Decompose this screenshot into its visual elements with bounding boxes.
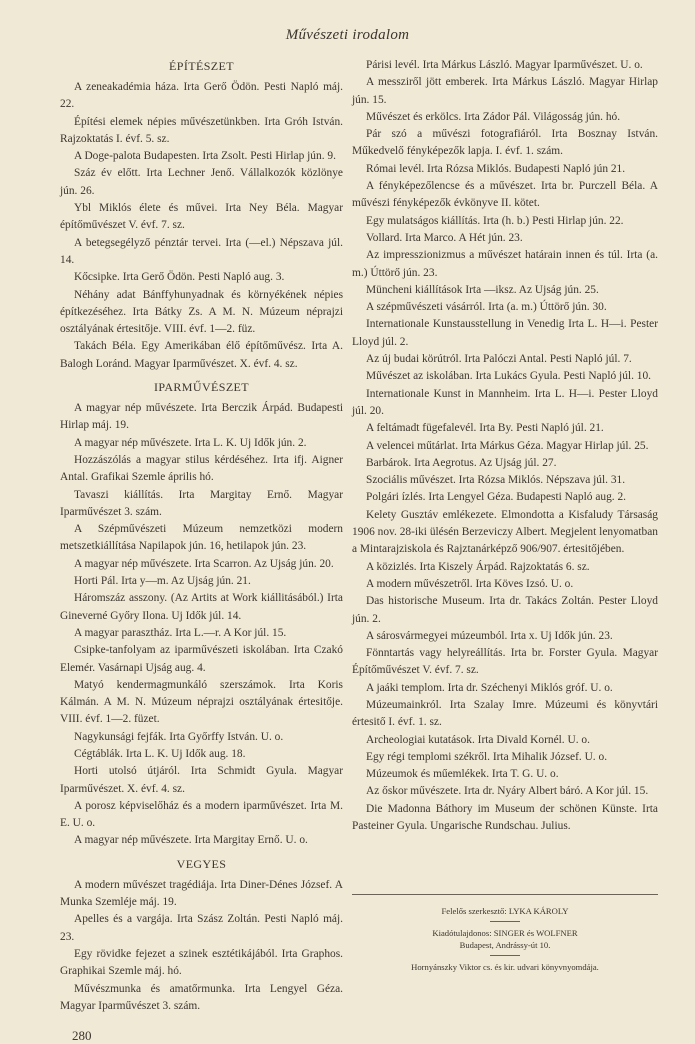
bibliography-entry: Ybl Miklós élete és művei. Irta Ney Béla. Magyar építőművészet V. évf. 7. sz. <box>60 202 343 232</box>
bibliography-entry: Művészmunka és amatőrmunka. Irta Lengyel Géza. Magyar Iparművészet 3. szám. <box>60 982 343 1012</box>
bibliography-entry: Egy régi templomi székről. Irta Mihalik József. U. o. <box>366 750 608 763</box>
imprint <box>352 894 658 973</box>
bibliography-entry: A velencei műtárlat. Irta Márkus Géza. Magyar Hirlap júl. 25. <box>366 439 649 452</box>
bibliography-entry: Apelles és a vargája. Irta Szász Zoltán. Pesti Napló máj. 23. <box>60 913 343 943</box>
bibliography-entry: Kőcsipke. Irta Gerő Ödön. Pesti Napló aug. 3. <box>74 271 285 284</box>
bibliography-entry: A messziről jött emberek. Irta Márkus László. Magyar Hirlap jún. 15. <box>352 76 658 106</box>
bibliography-entry: Egy mulatságos kiállítás. Irta (h. b.) Pesti Hirlap jún. 22. <box>366 214 624 227</box>
divider <box>490 921 520 922</box>
bibliography-entry: Cégtáblák. Irta L. K. Uj Idők aug. 18. <box>74 747 246 760</box>
right-column <box>352 57 658 835</box>
bibliography-entry: A Doge-palota Budapesten. Irta Zsolt. Pesti Hirlap jún. 9. <box>74 150 336 163</box>
printer-line: Hornyánszky Viktor cs. és kir. udvari könyvnyomdája. <box>411 962 599 972</box>
address-line: Budapest, Andrássy-út 10. <box>459 940 551 950</box>
bibliography-entry: Horti Pál. Irta y—m. Az Ujság jún. 21. <box>74 575 251 588</box>
bibliography-entry: A zeneakadémia háza. Irta Gerő Ödön. Pesti Napló máj. 22. <box>60 81 343 111</box>
bibliography-entry: A porosz képviselőház és a modern iparművészet. Irta M. E. U. o. <box>60 799 343 830</box>
bibliography-entry: Takách Béla. Egy Amerikában élő építőművész. Irta A. Balogh Loránd. Magyar Iparművészet. X. évf. 4. sz. <box>60 340 343 370</box>
bibliography-entry: Csipke-tanfolyam az iparművészeti iskolában. Irta Czakó Elemér. Vasárnapi Ujság aug. 4. <box>60 644 343 674</box>
bibliography-entry: Internationale Kunst in Mannheim. Irta L. H—i. Pester Lloyd júl. 20. <box>352 387 658 417</box>
bibliography-entry: Die Madonna Báthory im Museum der schönen Künste. Irta Pasteiner Gyula. Ungarische Rundschau. Julius. <box>352 802 658 833</box>
bibliography-entry: A közizlés. Irta Kiszely Árpád. Rajzoktatás 6. sz. <box>366 560 590 573</box>
bibliography-entry: Száz év előtt. Irta Lechner Jenő. Vállalkozók közlönye jún. 26. <box>60 167 343 197</box>
bibliography-entry: Múzeumok és műemlékek. Irta T. G. U. o. <box>366 768 559 781</box>
bibliography-entry: Archeologiai kutatások. Irta Divald Kornél. U. o. <box>366 733 590 746</box>
divider <box>490 955 520 956</box>
bibliography-entry: Párisi levél. Irta Márkus László. Magyar Iparművészet. U. o. <box>366 59 643 71</box>
bibliography-entry: A magyar nép művészete. Irta Margitay Ernő. U. o. <box>74 834 308 847</box>
bibliography-entry: A modern művészet tragédiája. Irta Diner-Dénes József. A Munka Szemléje máj. 19. <box>60 878 343 909</box>
section-heading: ÉPÍTÉSZET <box>169 59 234 73</box>
left-column <box>60 58 343 1044</box>
section-heading: IPARMŰVÉSZET <box>153 380 250 395</box>
bibliography-entry: Müncheni kiállítások Irta —iksz. Az Ujság jún. 25. <box>366 283 599 296</box>
bibliography-entry: Művészet az iskolában. Irta Lukács Gyula. Pesti Napló júl. 10. <box>366 370 652 383</box>
bibliography-entry: Polgári ízlés. Irta Lengyel Géza. Budapesti Napló aug. 2. <box>366 491 627 504</box>
bibliography-entry: Római levél. Irta Rózsa Miklós. Budapesti Napló jún 21. <box>366 162 626 175</box>
bibliography-entry: A sárosvármegyei múzeumból. Irta x. Uj Idők jún. 23. <box>366 629 613 642</box>
bibliography-entry: Háromszáz asszony. (Az Artits at Work kiállitásából.) Irta Gineverné Győry Ilona. Uj Idők júl. 14. <box>60 592 343 622</box>
bibliography-entry: Hozzászólás a magyar stilus kérdéséhez. Irta ifj. Aigner Antal. Grafikai Szemle április hó. <box>60 453 343 484</box>
bibliography-entry: Építési elemek népies művészetünkben. Irta Gróh István. Rajzoktatás I. évf. 5. sz. <box>60 115 343 145</box>
bibliography-entry: Az őskor művészete. Irta dr. Nyáry Albert báró. A Kor júl. 15. <box>366 785 649 798</box>
bibliography-entry: A magyar nép művészete. Irta Scarron. Az Ujság jún. 20. <box>74 557 334 570</box>
bibliography-entry: A magyar nép művészete. Irta L. K. Uj Idők jún. 2. <box>74 436 307 449</box>
bibliography-entry: Fönntartás vagy helyreállítás. Irta br. Forster Gyula. Magyar Építőművészet V. évf. 7. sz. <box>352 647 658 677</box>
editor-line: Felelős szerkesztő: LYKA KÁROLY <box>441 906 569 916</box>
bibliography-entry: Egy rövidke fejezet a szinek esztétikájából. Irta Graphos. Graphikai Szemle máj. hó. <box>60 947 343 978</box>
bibliography-entry: Néhány adat Bánffyhunyadnak és környékének népies építkezéséhez. Irta Bátky Zs. A M. N. Múzeum néprajzi osztályának értesitője. VIII. évf. 1—2. füz. <box>60 288 343 336</box>
bibliography-entry: Az új budai körútról. Irta Palóczi Antal. Pesti Napló júl. 7. <box>366 353 632 366</box>
publisher-line: Kiadótulajdonos: SINGER és WOLFNER <box>432 928 578 938</box>
bibliography-entry: A feltámadt fügefalevél. Irta By. Pesti Napló júl. 21. <box>366 422 604 435</box>
bibliography-entry: Tavaszi kiállítás. Irta Margitay Ernő. Magyar Iparművészet 3. szám. <box>60 488 343 518</box>
bibliography-entry: Horti utolsó útjáról. Irta Schmidt Gyula. Magyar Iparművészet. X. évf. 4. sz. <box>60 765 343 795</box>
bibliography-entry: Az impresszionizmus a művészet határain innen és túl. Irta (a. m.) Úttörő jún. 23. <box>352 249 658 279</box>
bibliography-entry: Múzeumainkról. Irta Szalay Imre. Múzeumi és könyvtári értesitő I. évf. 1. sz. <box>352 698 658 729</box>
bibliography-entry: A modern művészetről. Irta Köves Izsó. U. o. <box>366 577 574 590</box>
bibliography-entry: A magyar parasztház. Irta L.—r. A Kor júl. 15. <box>74 626 287 639</box>
bibliography-entry: Vollard. Irta Marco. A Hét jún. 23. <box>366 231 523 244</box>
bibliography-entry: Matyó kendermagmunkáló szerszámok. Irta Koris Kálmán. A M. N. Múzeum néprajzi osztályának értesitője. VIII. évf. 1—2. füzet. <box>60 678 343 726</box>
bibliography-entry: Kelety Gusztáv emlékezete. Elmondotta a Kisfaludy Társaság 1906 nov. 28-iki ülésén Berzeviczy Albert. Megjelent lenyomatban a Mintarajziskola és Rajztanárképző 906/907. értesitőjében. <box>352 508 658 556</box>
page-number: 280 <box>72 1028 92 1044</box>
bibliography-entry: A fényképezőlencse és a művészet. Irta br. Purczell Béla. A művészi fényképezők évkönyve II. kötet. <box>352 180 658 210</box>
bibliography-entry: Nagykunsági fejfák. Irta Győrffy István. U. o. <box>74 730 284 743</box>
bibliography-entry: Művészet és erkölcs. Irta Zádor Pál. Világosság jún. hó. <box>366 110 621 123</box>
bibliography-entry: A Szépművészeti Múzeum nemzetközi modern metszetkiállítása Napilapok jún. 16, hetilapok jún. 23. <box>60 523 343 553</box>
bibliography-entry: A szépművészeti vásárról. Irta (a. m.) Úttörő jún. 30. <box>366 301 607 314</box>
bibliography-entry: A betegsegélyző pénztár tervei. Irta (—el.) Népszava júl. 14. <box>60 236 343 266</box>
bibliography-entry: Internationale Kunstausstellung in Venedig Irta L. H—i. Pester Lloyd júl. 2. <box>352 318 658 348</box>
bibliography-entry: Szociális művészet. Irta Rózsa Miklós. Népszava júl. 31. <box>366 474 626 487</box>
bibliography-entry: A magyar nép művészete. Irta Berczik Árpád. Budapesti Hirlap máj. 19. <box>60 402 343 432</box>
bibliography-entry: Barbárok. Irta Aegrotus. Az Ujság júl. 27. <box>366 456 557 469</box>
bibliography-entry: A jaáki templom. Irta dr. Széchenyi Miklós gróf. U. o. <box>366 681 613 694</box>
page-title: Művészeti irodalom <box>285 27 410 43</box>
bibliography-entry: Das historische Museum. Irta dr. Takács Zoltán. Pester Lloyd jún. 2. <box>352 595 658 625</box>
section-heading: VEGYES <box>176 856 227 871</box>
bibliography-entry: Pár szó a művészi fotografiáról. Irta Bosznay István. Műkedvelő fényképezők lapja. I. évf. 1. szám. <box>352 128 658 158</box>
